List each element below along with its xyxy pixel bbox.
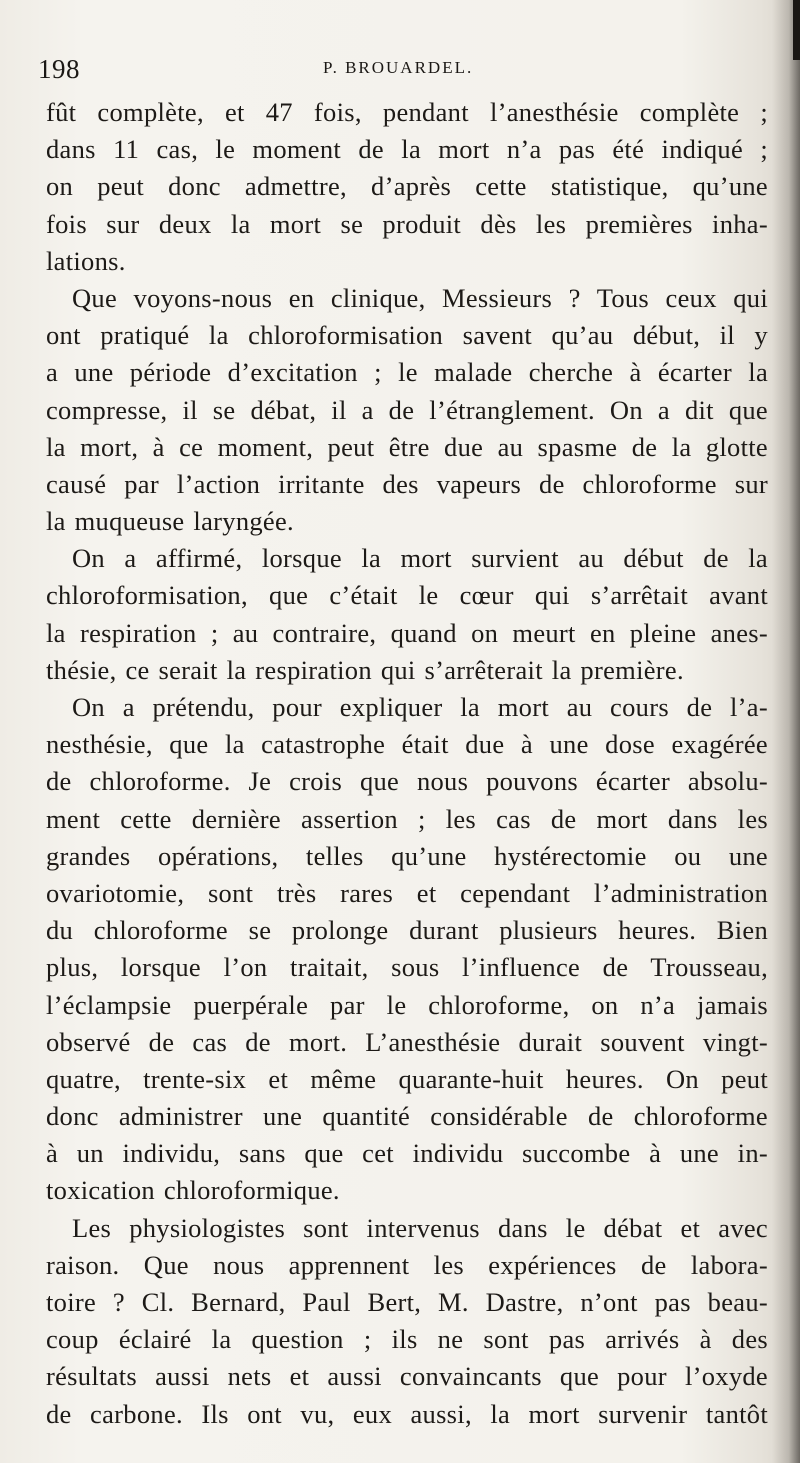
text-line: chloroformisation, que c’était le cœur qui s’arrêtait avant [46,580,768,611]
text-line: toxication chloroformique. [46,1175,340,1206]
text-line: thésie, ce serait la respiration qui s’arrêterait la première. [46,654,684,685]
text-line: du chloroforme se prolonge durant plusieurs heures. Bien [46,915,768,946]
text-line: grandes opérations, telles qu’une hystérectomie ou une [46,840,768,871]
text-line: on peut donc admettre, d’après cette statistique, qu’une [46,171,768,202]
text-line: coup éclairé la question ; ils ne sont pas arrivés à des [46,1324,768,1355]
page-edge-shadow [772,0,800,1463]
text-line: ovariotomie, sont très rares et cependant l’administration [46,877,768,908]
page-number: 198 [38,54,80,84]
text-line: donc administrer une quantité considérable de chloroforme [46,1101,768,1132]
text-line: résultats aussi nets et aussi convaincants que pour l’oxyde [46,1361,768,1392]
text-line: à un individu, sans que cet individu succombe à une in- [46,1138,768,1169]
text-line: Que voyons-nous en clinique, Messieurs ? Tous ceux qui [72,282,768,313]
text-line: observé de cas de mort. L’anesthésie durait souvent vingt- [46,1026,768,1057]
text-line: toire ? Cl. Bernard, Paul Bert, M. Dastre, n’ont pas beau- [46,1287,768,1317]
text-line: ont pratiqué la chloroformisation savent qu’au début, il y [46,320,768,351]
text-line: a une période d’excitation ; le malade cherche à écarter la [46,357,768,388]
text-line: ment cette dernière assertion ; les cas de mort dans les [46,803,768,834]
text-line: plus, lorsque l’on traitait, sous l’influence de Trousseau, [46,952,768,983]
text-line: fois sur deux la mort se produit dès les premières inha- [46,208,768,239]
text-line: quatre, trente-six et même quarante-huit heures. On peut [46,1063,768,1094]
text-line: de chloroforme. Je crois que nous pouvons écarter absolu- [46,766,768,797]
text-line: l’éclampsie puerpérale par le chloroforme, on n’a jamais [46,989,768,1020]
page-edge-binding [793,0,800,60]
text-line: dans 11 cas, le moment de la mort n’a pas été indiqué ; [46,134,768,165]
text-line: On a prétendu, pour expliquer la mort au cours de l’a- [72,692,768,722]
text-line: la muqueuse laryngée. [46,506,294,537]
text-line: causé par l’action irritante des vapeurs de chloroforme sur [46,468,768,499]
text-line: lations. [46,245,126,276]
text-line: la mort, à ce moment, peut être due au spasme de la glotte [46,431,768,462]
page-header [38,48,768,88]
text-line: nesthésie, que la catastrophe était due à une dose exagérée [46,729,768,760]
text-line: On a affirmé, lorsque la mort survient au début de la [72,543,768,574]
text-line: Les physiologistes sont intervenus dans le débat et avec [72,1212,768,1243]
body-text [46,94,768,1433]
text-line: compresse, il se débat, il a de l’étranglement. On a dit que [46,394,768,425]
text-line: de carbone. Ils ont vu, eux aussi, la mort survenir tantôt [46,1398,768,1429]
text-line: la respiration ; au contraire, quand on meurt en pleine anes- [46,617,768,648]
running-head: P. BROUARDEL. [323,58,474,77]
text-line: raison. Que nous apprennent les expériences de labora- [46,1249,768,1280]
text-line: fût complète, et 47 fois, pendant l’anesthésie complète ; [46,97,768,127]
